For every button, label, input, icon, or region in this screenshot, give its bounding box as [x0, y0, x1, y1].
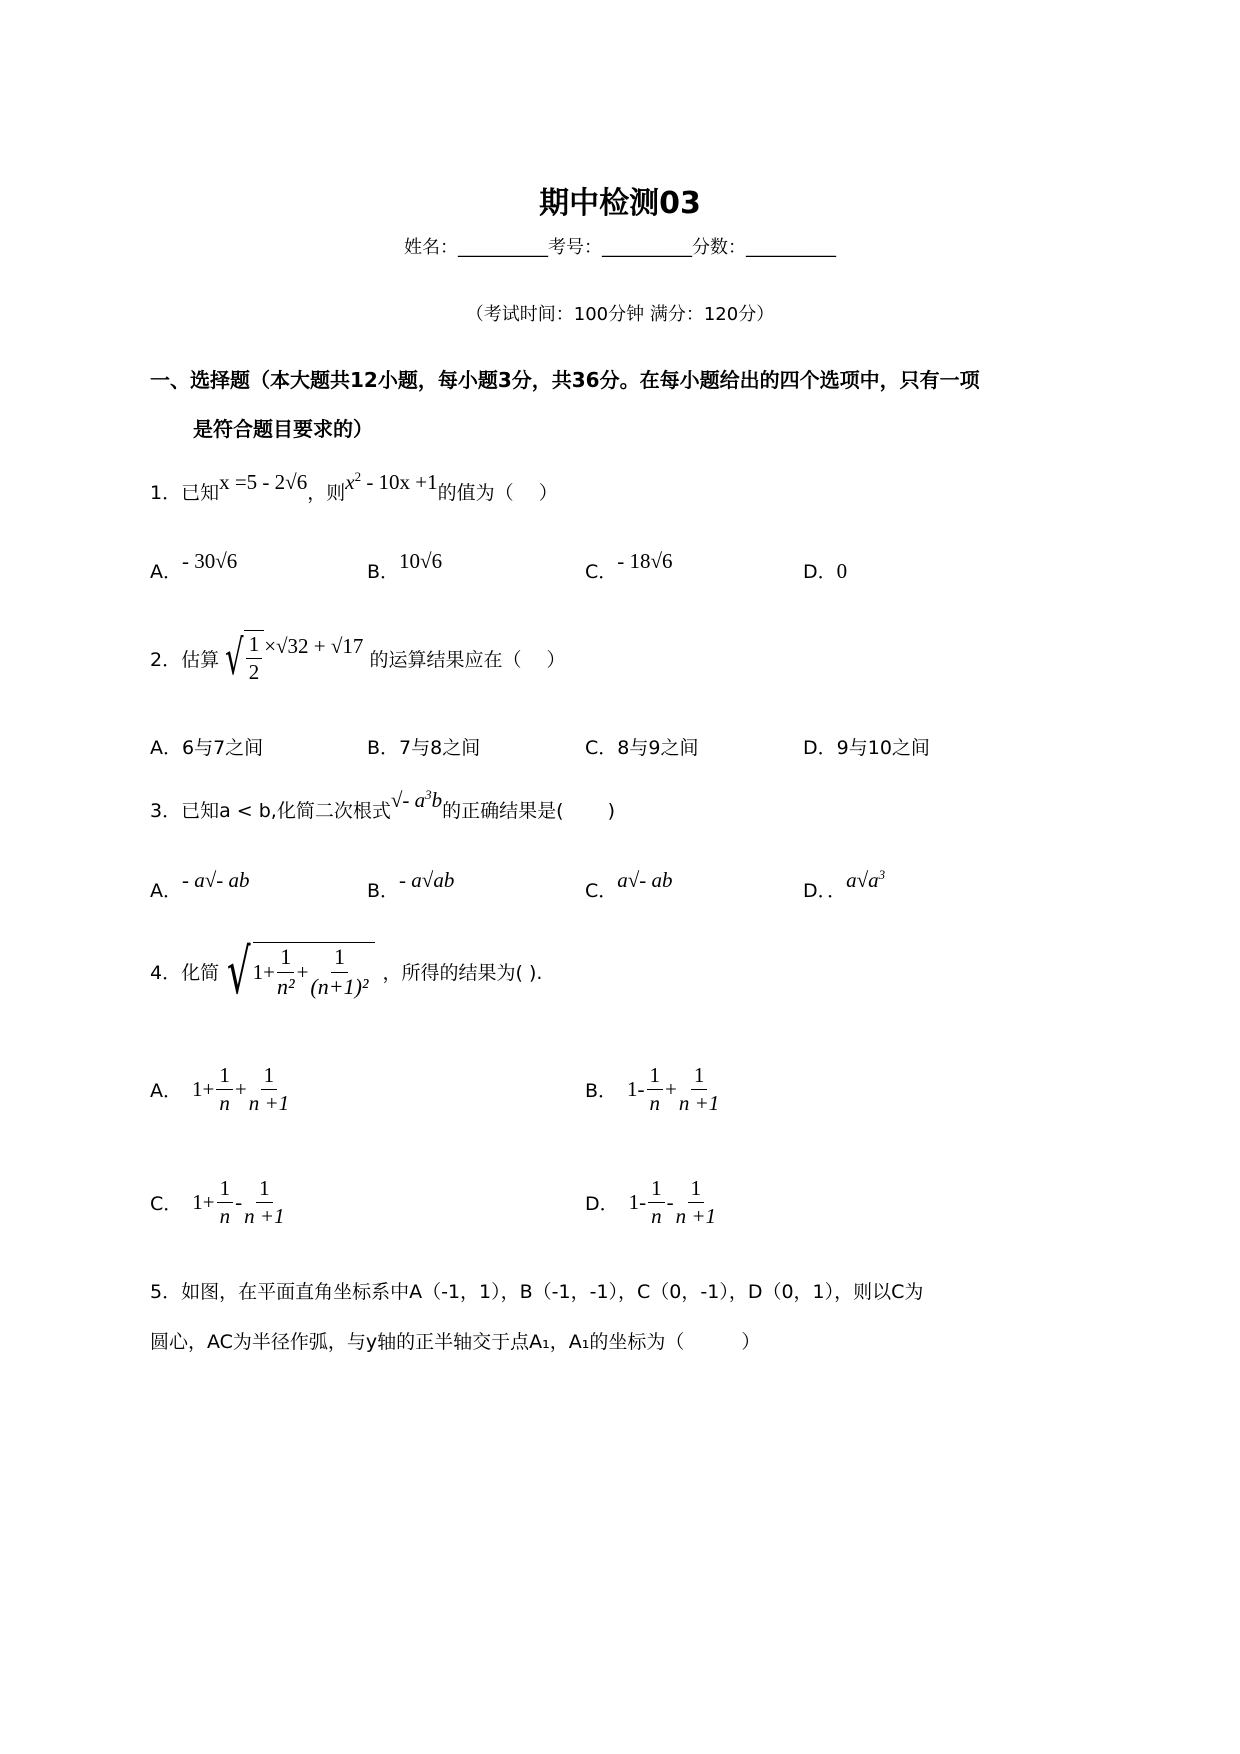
q3-option-c[interactable]: C．a√- ab — [585, 868, 673, 902]
question-5-cont: 圆心，AC为半径作弧，与y轴的正半轴交于点A₁，A₁的坐标为（ ） — [150, 1331, 761, 1353]
question-4 — [150, 935, 542, 1008]
q1-prefix: 1．已知 — [150, 482, 220, 504]
q2-option-c[interactable]: C．8与9之间 — [585, 737, 699, 759]
question-1 — [150, 469, 558, 505]
q4-suffix: ，所得的结果为( ). — [382, 962, 543, 984]
q3-option-a[interactable]: A．- a√- ab — [150, 868, 250, 902]
exam-info: （考试时间：100分钟 满分：120分） — [465, 304, 775, 325]
q1-mid: ，则 — [307, 482, 346, 504]
q1-option-d[interactable]: D．0 — [803, 559, 848, 583]
q3-radical: √- $a^3b$ — [390, 787, 443, 812]
id-blank[interactable]: __________ — [602, 237, 692, 258]
q2-prefix: 2．估算 — [150, 648, 220, 671]
q3-suffix: 的正确结果是( ) — [442, 800, 615, 822]
q1-expr-poly: $x^2 - 10x +1$ — [345, 469, 438, 494]
question-3 — [150, 787, 615, 823]
q3-prefix: 3．已知a < b,化简二次根式 — [150, 800, 391, 822]
q4-option-a[interactable]: A． 1+ $\frac{1}{n}$ + $\frac{1}{n +1}$ — [150, 1063, 290, 1116]
q4-expression: √ 1+ $\frac{1}{\text{n²}}$ + $\frac{1}{\text{(n+1)²}}$ — [219, 935, 374, 1008]
q1-option-b[interactable]: B．10√6 — [367, 549, 443, 583]
question-5: 5．如图，在平面直角坐标系中A（-1，1），B（-1，-1），C（0，-1），D（0，1），则以C为 — [150, 1281, 924, 1303]
student-info-line — [0, 233, 1240, 259]
q2-expr-rest: ×√32 + √17 — [264, 633, 364, 658]
q3-option-d[interactable]: D．．$a√a^3$ — [803, 867, 886, 902]
q4-option-c[interactable]: C． 1+ $\frac{1}{n}$ - $\frac{1}{n +1}$ — [150, 1176, 285, 1229]
q1-option-a[interactable]: A．- 30√6 — [150, 549, 238, 583]
q1-option-c[interactable]: C．- 18√6 — [585, 549, 673, 583]
q4-option-b[interactable]: B． 1- $\frac{1}{n}$ + $\frac{1}{n +1}$ — [585, 1063, 720, 1116]
score-blank[interactable]: __________ — [746, 237, 836, 258]
q4-prefix: 4．化简 — [150, 962, 220, 984]
q4-option-d[interactable]: D． 1- $\frac{1}{n}$ - $\frac{1}{n +1}$ — [585, 1176, 717, 1229]
page-title: 期中检测03 — [539, 186, 701, 221]
id-label: 考号： — [548, 237, 602, 258]
name-label: 姓名： — [404, 237, 458, 258]
section-heading-cont: 是符合题目要求的） — [193, 417, 373, 441]
question-2 — [150, 630, 565, 687]
name-blank[interactable]: __________ — [458, 237, 548, 258]
q2-suffix: 的运算结果应在（ ） — [369, 648, 566, 671]
q2-expression: √ $\frac{1}{2}$ — [219, 630, 264, 687]
q3-option-b[interactable]: B．- a√ab — [367, 868, 455, 902]
q2-option-a[interactable]: A．6与7之间 — [150, 737, 264, 759]
section-heading: 一、选择题（本大题共12小题，每小题3分，共36分。在每小题给出的四个选项中，只有一项 — [150, 368, 980, 392]
q2-option-b[interactable]: B．7与8之间 — [367, 737, 481, 759]
q1-suffix: 的值为（ ） — [437, 482, 558, 504]
score-label: 分数： — [692, 237, 746, 258]
q1-expr-x: x =5 - 2√6 — [219, 470, 308, 494]
q2-option-d[interactable]: D．9与10之间 — [803, 737, 930, 759]
